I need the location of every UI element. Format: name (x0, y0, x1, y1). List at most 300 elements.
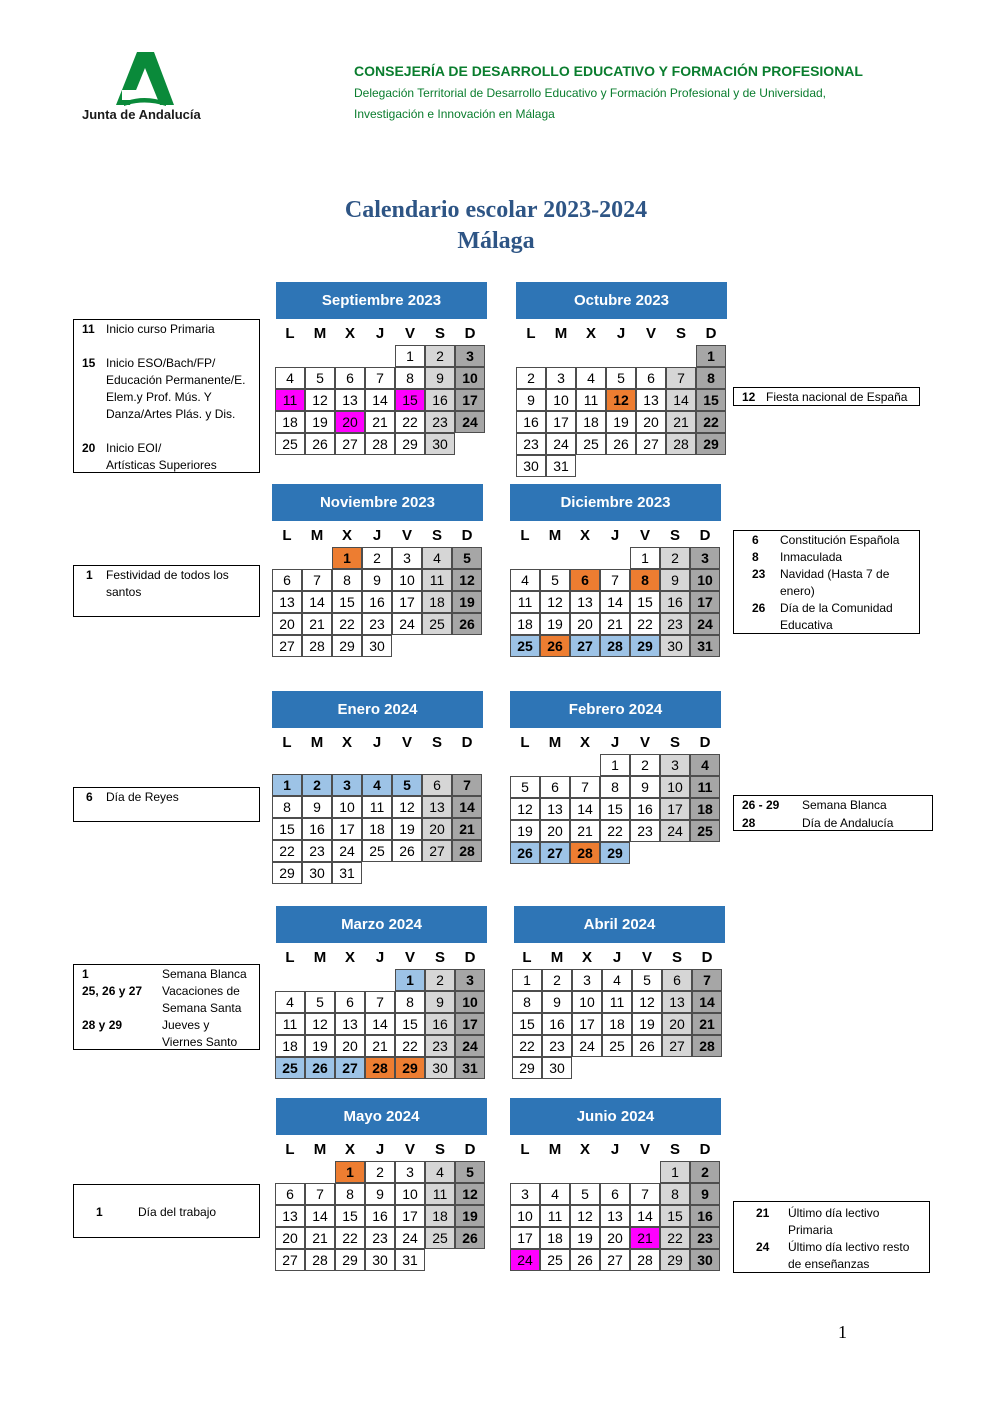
calendar-day: 16 (425, 389, 455, 411)
calendar-day: 26 (452, 613, 482, 635)
weekday-label: V (641, 949, 652, 966)
calendar-day: 21 (666, 411, 696, 433)
calendar-day: 23 (362, 613, 392, 635)
calendar-day: 3 (392, 547, 422, 569)
note-text: Semana Santa (162, 1001, 242, 1015)
note-box-feb (733, 795, 933, 831)
weekday-label: X (579, 734, 590, 751)
calendar-day: 4 (602, 969, 632, 991)
weekday-label: J (375, 949, 385, 966)
calendar-day: 23 (302, 840, 332, 862)
note-box-nov (73, 565, 260, 617)
calendar-day: 12 (305, 1013, 335, 1035)
weekday-label: S (669, 1141, 680, 1158)
note-text: Semana Blanca (802, 798, 887, 812)
calendar-day: 1 (630, 547, 660, 569)
weekday-label: J (610, 527, 620, 544)
weekday-label: L (522, 949, 532, 966)
note-text: Día de la Comunidad (780, 601, 893, 615)
calendar-day: 13 (600, 1205, 630, 1227)
calendar-day: 25 (275, 433, 305, 455)
note-text: Navidad (Hasta 7 de (780, 567, 890, 581)
weekday-label: J (612, 949, 622, 966)
calendar-day: 9 (365, 1183, 395, 1205)
weekday-label: S (675, 325, 686, 342)
calendar-day: 30 (690, 1249, 720, 1271)
note-key: 26 - 29 (742, 798, 780, 812)
calendar-day: 18 (275, 1035, 305, 1057)
calendar-day: 13 (272, 591, 302, 613)
calendar-day: 8 (660, 1183, 690, 1205)
calendar-day: 19 (606, 411, 636, 433)
calendar-day: 10 (690, 569, 720, 591)
weekday-label: D (701, 949, 713, 966)
weekday-label: S (669, 734, 680, 751)
note-box-dec (733, 530, 920, 634)
note-key: 15 (82, 356, 96, 370)
calendar-day: 25 (425, 1227, 455, 1249)
calendar-day: 25 (510, 635, 540, 657)
weekday-label: D (699, 734, 711, 751)
calendar-day: 15 (630, 591, 660, 613)
calendar-day: 7 (692, 969, 722, 991)
calendar-day: 13 (540, 798, 570, 820)
calendar-day: 5 (452, 547, 482, 569)
calendar-day: 22 (600, 820, 630, 842)
note-key: 28 y 29 (82, 1018, 123, 1032)
calendar-day: 31 (546, 455, 576, 477)
calendar-day: 23 (365, 1227, 395, 1249)
calendar-day: 20 (335, 411, 365, 433)
calendar-day: 6 (335, 991, 365, 1013)
calendar-day: 24 (510, 1249, 540, 1271)
weekday-label: V (645, 325, 656, 342)
calendar-day: 2 (630, 754, 660, 776)
calendar-day: 20 (636, 411, 666, 433)
calendar-day: 16 (516, 411, 546, 433)
month-header: Octubre 2023 (516, 282, 727, 319)
calendar-day: 17 (572, 1013, 602, 1035)
calendar-day: 19 (632, 1013, 662, 1035)
calendar-day: 28 (570, 842, 600, 864)
calendar-day: 15 (395, 1013, 425, 1035)
calendar-day: 12 (632, 991, 662, 1013)
note-text: Artísticas Superiores (106, 458, 217, 472)
calendar-day: 25 (602, 1035, 632, 1057)
weekday-label: X (341, 734, 352, 751)
month-header: Diciembre 2023 (510, 484, 721, 521)
calendar-day: 7 (452, 774, 482, 796)
calendar-day: 26 (305, 1057, 335, 1079)
note-text: Fiesta nacional de España (766, 390, 908, 404)
calendar-day: 10 (332, 796, 362, 818)
note-key: 11 (82, 322, 95, 336)
weekday-label: M (313, 949, 327, 966)
note-key: 21 (756, 1206, 770, 1220)
calendar-day: 10 (395, 1183, 425, 1205)
note-text: de enseñanzas (788, 1257, 870, 1271)
calendar-day: 2 (302, 774, 332, 796)
note-text: Semana Blanca (162, 967, 247, 981)
calendar-day: 15 (600, 798, 630, 820)
calendar-day: 11 (510, 591, 540, 613)
calendar-day: 27 (272, 635, 302, 657)
note-text: enero) (780, 584, 815, 598)
calendar-day: 20 (275, 1227, 305, 1249)
calendar-day: 8 (395, 991, 425, 1013)
calendar-day: 9 (425, 991, 455, 1013)
calendar-day: 23 (425, 1035, 455, 1057)
weekday-label: X (341, 527, 352, 544)
weekday-label: M (548, 734, 562, 751)
calendar-day: 27 (570, 635, 600, 657)
note-text: Día del trabajo (138, 1205, 217, 1219)
calendar-day: 21 (630, 1227, 660, 1249)
weekday-label: D (699, 1141, 711, 1158)
calendar-day: 20 (662, 1013, 692, 1035)
calendar-day: 13 (570, 591, 600, 613)
weekday-label: J (372, 734, 382, 751)
calendar-day: 9 (302, 796, 332, 818)
calendar-day: 7 (630, 1183, 660, 1205)
calendar-day: 27 (636, 433, 666, 455)
calendar-day: 16 (660, 591, 690, 613)
calendar-day: 14 (365, 389, 395, 411)
calendar-day: 3 (572, 969, 602, 991)
calendar-day: 25 (690, 820, 720, 842)
month-header: Abril 2024 (514, 906, 725, 943)
note-text: Primaria (788, 1223, 833, 1237)
weekday-label: M (554, 325, 568, 342)
calendar-day: 18 (540, 1227, 570, 1249)
calendar-day: 24 (395, 1227, 425, 1249)
weekday-label: J (375, 1141, 385, 1158)
note-key: 1 (82, 967, 89, 981)
weekday-label: S (669, 527, 680, 544)
calendar-day: 9 (690, 1183, 720, 1205)
calendar-day: 10 (510, 1205, 540, 1227)
weekday-label: S (671, 949, 682, 966)
weekday-label: V (401, 527, 412, 544)
calendar-day: 14 (570, 798, 600, 820)
calendar-day: 24 (690, 613, 720, 635)
month-header: Marzo 2024 (276, 906, 487, 943)
weekday-label: D (464, 949, 476, 966)
calendar-day: 9 (630, 776, 660, 798)
calendar-day: 16 (302, 818, 332, 840)
note-text: Festividad de todos los (106, 568, 229, 582)
weekday-label: S (431, 734, 442, 751)
month-header: Junio 2024 (510, 1098, 721, 1135)
calendar-day: 26 (455, 1227, 485, 1249)
calendar-day: 1 (512, 969, 542, 991)
calendar-day: 26 (305, 433, 335, 455)
calendar-day: 15 (332, 591, 362, 613)
calendar-day: 20 (540, 820, 570, 842)
weekday-label: M (548, 1141, 562, 1158)
calendar-day: 6 (540, 776, 570, 798)
calendar-day: 4 (690, 754, 720, 776)
note-box-sep (73, 319, 260, 473)
calendar-day: 31 (395, 1249, 425, 1271)
note-key: 1 (96, 1205, 103, 1219)
calendar-day: 9 (542, 991, 572, 1013)
note-box-jun (733, 1201, 930, 1273)
calendar-day: 4 (275, 367, 305, 389)
delegation-line-1: Delegación Territorial de Desarrollo Educativo y Formación Profesional y de Universidad, (354, 86, 827, 100)
calendar-day: 29 (512, 1057, 542, 1079)
delegation-line-2: Investigación e Innovación en Málaga (354, 107, 555, 121)
weekday-label: V (404, 1141, 415, 1158)
calendar-day: 11 (425, 1183, 455, 1205)
weekday-label: V (639, 527, 650, 544)
note-box-mar (73, 964, 260, 1050)
calendar-day: 11 (540, 1205, 570, 1227)
calendar-day: 24 (455, 411, 485, 433)
calendar-day: 6 (600, 1183, 630, 1205)
calendar-day: 29 (696, 433, 726, 455)
calendar-day: 14 (452, 796, 482, 818)
calendar-day: 24 (455, 1035, 485, 1057)
calendar-day: 22 (630, 613, 660, 635)
calendar-day: 30 (516, 455, 546, 477)
calendar-day: 22 (512, 1035, 542, 1057)
calendar-day: 7 (570, 776, 600, 798)
calendar-day: 9 (362, 569, 392, 591)
calendar-day: 19 (570, 1227, 600, 1249)
weekday-label: L (282, 527, 292, 544)
calendar-day: 26 (606, 433, 636, 455)
calendar-day: 6 (272, 569, 302, 591)
calendar-day: 5 (606, 367, 636, 389)
calendar-day: 12 (510, 798, 540, 820)
calendar-day: 12 (305, 389, 335, 411)
note-key: 28 (742, 816, 756, 830)
calendar-day: 18 (576, 411, 606, 433)
weekday-label: M (548, 527, 562, 544)
page-number: 1 (838, 1322, 847, 1342)
note-text: Jueves y (162, 1018, 210, 1032)
calendar-day: 2 (365, 1161, 395, 1183)
calendar-day: 14 (302, 591, 332, 613)
calendar-day: 5 (570, 1183, 600, 1205)
weekday-label: X (344, 949, 355, 966)
weekday-label: S (434, 949, 445, 966)
note-key: 12 (742, 390, 756, 404)
calendar-day: 22 (335, 1227, 365, 1249)
calendar-day: 5 (632, 969, 662, 991)
weekday-label: X (344, 325, 355, 342)
calendar-day: 27 (540, 842, 570, 864)
calendar-day: 11 (690, 776, 720, 798)
calendar-day: 18 (422, 591, 452, 613)
calendar-day: 30 (302, 862, 332, 884)
calendar-day: 21 (365, 1035, 395, 1057)
page-title: Calendario escolar 2023-2024 (344, 197, 648, 223)
calendar-day: 4 (362, 774, 392, 796)
weekday-label: M (313, 1141, 327, 1158)
calendar-day: 16 (690, 1205, 720, 1227)
calendar-day: 4 (422, 547, 452, 569)
calendar-day: 9 (660, 569, 690, 591)
calendar-day: 6 (422, 774, 452, 796)
calendar-day: 19 (452, 591, 482, 613)
calendar-day: 29 (630, 635, 660, 657)
calendar-day: 24 (660, 820, 690, 842)
calendar-day: 18 (510, 613, 540, 635)
calendar-day: 10 (455, 991, 485, 1013)
calendar-day: 24 (392, 613, 422, 635)
weekday-label: V (404, 949, 415, 966)
weekday-label: X (585, 325, 596, 342)
calendar-day: 8 (600, 776, 630, 798)
calendar-day: 21 (365, 411, 395, 433)
calendar-day: 31 (690, 635, 720, 657)
calendar-day: 8 (512, 991, 542, 1013)
calendar-day: 30 (425, 1057, 455, 1079)
calendar-day: 2 (362, 547, 392, 569)
weekday-label: L (520, 734, 530, 751)
calendar-day: 3 (455, 969, 485, 991)
calendar-day: 26 (632, 1035, 662, 1057)
calendar-day: 13 (335, 1013, 365, 1035)
calendar-day: 23 (516, 433, 546, 455)
calendar-day: 16 (630, 798, 660, 820)
calendar-day: 9 (516, 389, 546, 411)
calendar-day: 24 (572, 1035, 602, 1057)
calendar-day: 3 (455, 345, 485, 367)
calendar-day: 6 (662, 969, 692, 991)
note-text: Vacaciones de (162, 984, 240, 998)
note-key: 23 (752, 567, 766, 581)
weekday-label: D (461, 734, 473, 751)
calendar-day: 15 (512, 1013, 542, 1035)
calendar-day: 10 (546, 389, 576, 411)
calendar-day: 19 (455, 1205, 485, 1227)
calendar-day: 17 (660, 798, 690, 820)
page-subtitle: Málaga (457, 228, 535, 254)
calendar-day: 8 (395, 367, 425, 389)
calendar-day: 17 (395, 1205, 425, 1227)
calendar-day: 17 (392, 591, 422, 613)
calendar-day: 2 (516, 367, 546, 389)
calendar-day: 21 (600, 613, 630, 635)
calendar-day: 4 (510, 569, 540, 591)
calendar-day: 19 (305, 411, 335, 433)
calendar-day: 1 (332, 547, 362, 569)
calendar-day: 7 (365, 367, 395, 389)
calendar-day: 17 (455, 1013, 485, 1035)
calendar-day: 3 (690, 547, 720, 569)
calendar-day: 21 (692, 1013, 722, 1035)
calendar-day: 23 (660, 613, 690, 635)
calendar-day: 21 (302, 613, 332, 635)
weekday-label: D (464, 1141, 476, 1158)
calendar-day: 14 (692, 991, 722, 1013)
calendar-day: 27 (335, 1057, 365, 1079)
calendar-day: 3 (332, 774, 362, 796)
calendar-day: 22 (332, 613, 362, 635)
note-key: 24 (756, 1240, 770, 1254)
note-text: Inicio curso Primaria (106, 322, 215, 336)
calendar-day: 14 (305, 1205, 335, 1227)
calendar-day: 27 (662, 1035, 692, 1057)
calendar-day: 7 (305, 1183, 335, 1205)
calendar-day: 1 (660, 1161, 690, 1183)
calendar-day: 28 (302, 635, 332, 657)
calendar-day: 12 (455, 1183, 485, 1205)
calendar-day: 14 (666, 389, 696, 411)
calendar-day: 22 (395, 411, 425, 433)
calendar-day: 23 (542, 1035, 572, 1057)
calendar-day: 7 (365, 991, 395, 1013)
note-key: 6 (86, 790, 93, 804)
weekday-label: L (282, 734, 292, 751)
note-text: Inmaculada (780, 550, 843, 564)
calendar-day: 2 (425, 345, 455, 367)
calendar-day: 8 (332, 569, 362, 591)
calendar-day: 3 (546, 367, 576, 389)
calendar-day: 2 (660, 547, 690, 569)
calendar-day: 27 (600, 1249, 630, 1271)
note-text: Día de Reyes (106, 790, 179, 804)
calendar-day: 25 (576, 433, 606, 455)
calendar-day: 1 (600, 754, 630, 776)
calendar-day: 15 (395, 389, 425, 411)
calendar-day: 5 (540, 569, 570, 591)
weekday-label: M (550, 949, 564, 966)
calendar-day: 21 (570, 820, 600, 842)
note-text: Elem.y Prof. Mús. Y (106, 390, 212, 404)
note-box-may (73, 1184, 260, 1238)
weekday-label: X (579, 527, 590, 544)
note-text: Educación Permanente/E. (106, 373, 246, 387)
weekday-label: L (520, 527, 530, 544)
note-text: Inicio ESO/Bach/FP/ (106, 356, 216, 370)
note-text: Día de Andalucía (802, 816, 894, 830)
calendar-day: 7 (600, 569, 630, 591)
calendar-day: 29 (395, 1057, 425, 1079)
calendar-day: 17 (455, 389, 485, 411)
calendar-day: 18 (602, 1013, 632, 1035)
calendar-day: 28 (365, 1057, 395, 1079)
calendar-day: 1 (335, 1161, 365, 1183)
calendar-day: 23 (690, 1227, 720, 1249)
weekday-label: L (526, 325, 536, 342)
weekday-label: J (372, 527, 382, 544)
calendar-day: 30 (362, 635, 392, 657)
month-header: Noviembre 2023 (272, 484, 483, 521)
calendar-day: 30 (660, 635, 690, 657)
calendar-day: 17 (332, 818, 362, 840)
calendar-day: 26 (540, 635, 570, 657)
calendar-day: 27 (335, 433, 365, 455)
calendar-day: 27 (275, 1249, 305, 1271)
calendar-day: 26 (510, 842, 540, 864)
calendar-day: 12 (452, 569, 482, 591)
calendar-day: 25 (362, 840, 392, 862)
weekday-label: D (461, 527, 473, 544)
calendar-day: 15 (696, 389, 726, 411)
calendar-day: 1 (696, 345, 726, 367)
calendar-day: 1 (395, 969, 425, 991)
note-text: Inicio EOI/ (106, 441, 162, 455)
calendar-day: 25 (422, 613, 452, 635)
calendar-day: 7 (666, 367, 696, 389)
calendar-day: 1 (272, 774, 302, 796)
calendar-day: 22 (272, 840, 302, 862)
calendar-day: 19 (305, 1035, 335, 1057)
